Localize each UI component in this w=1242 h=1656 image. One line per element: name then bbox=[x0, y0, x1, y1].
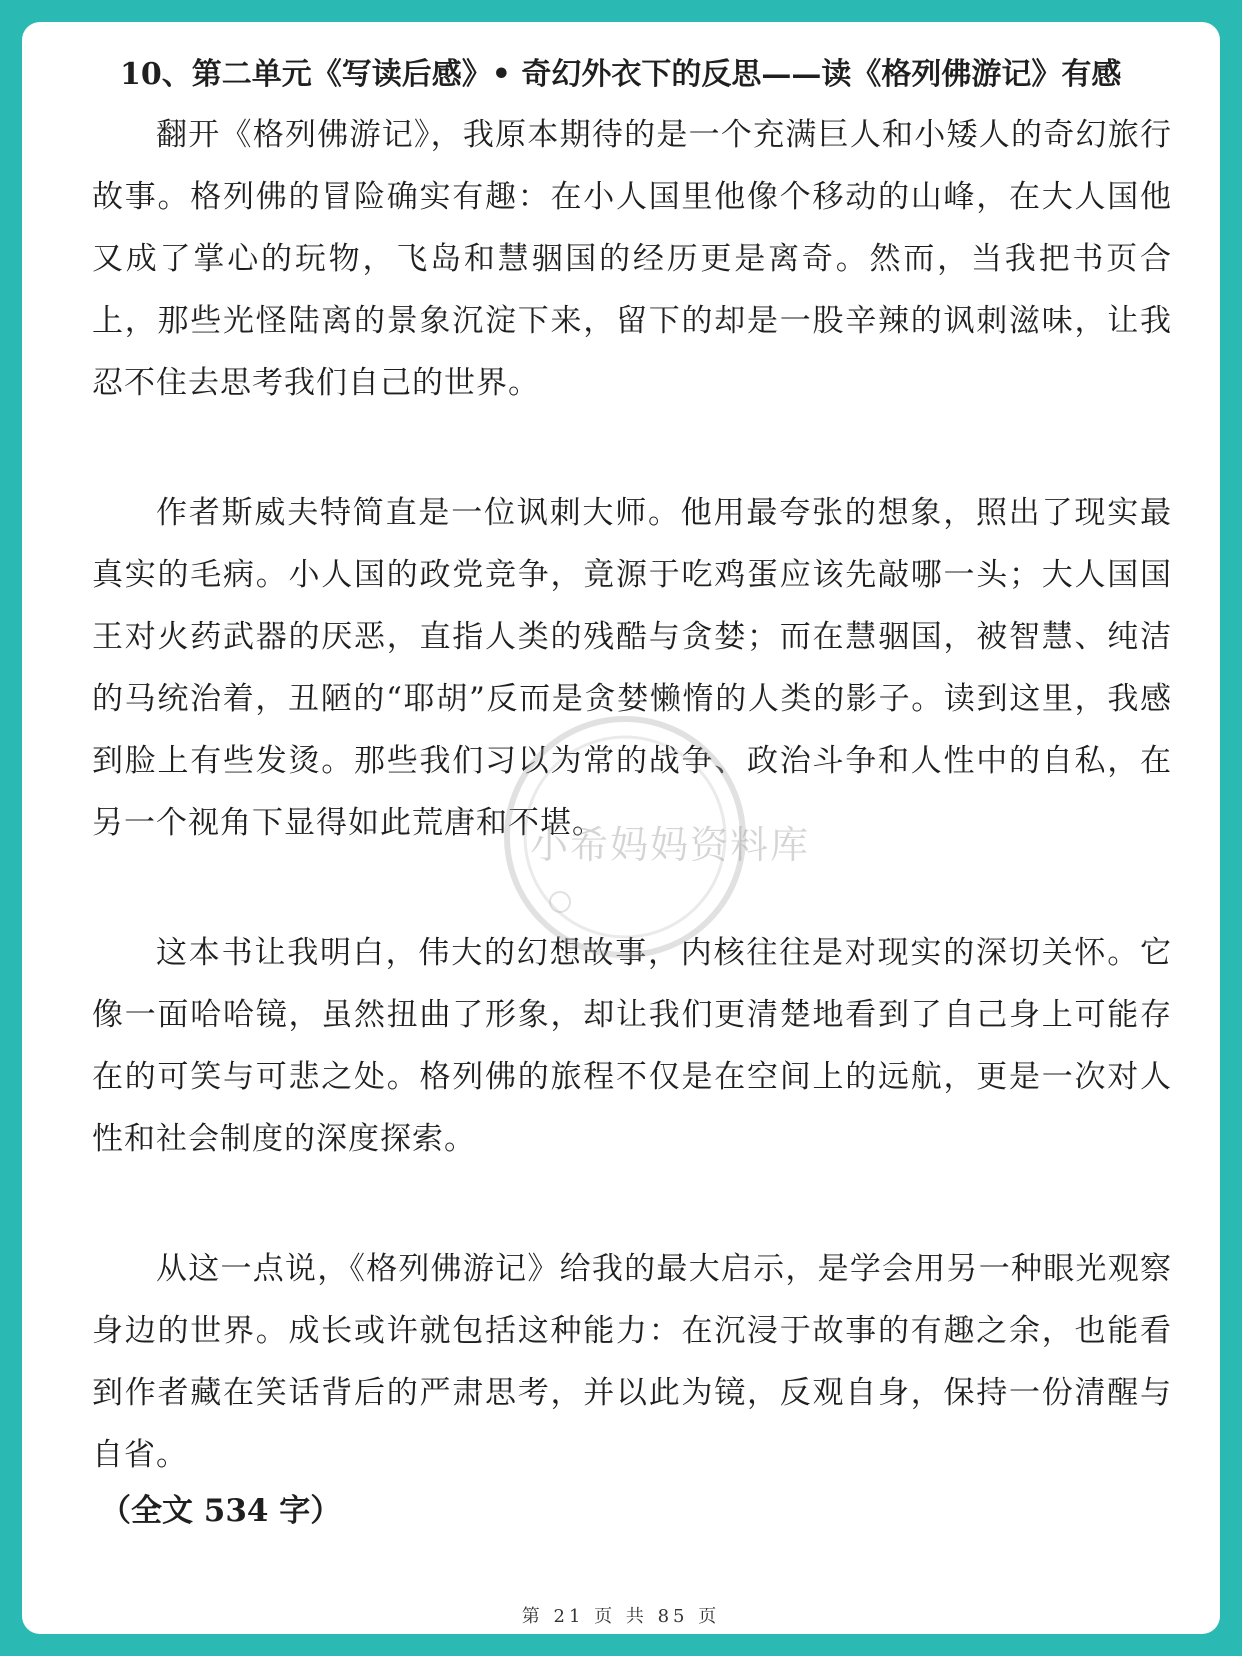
page-number: 第 21 页 共 85 页 bbox=[521, 1606, 721, 1627]
document-body bbox=[92, 52, 1172, 1536]
paragraph-gap bbox=[92, 1170, 1172, 1238]
word-count: （全文 534 字） bbox=[100, 1493, 342, 1529]
paragraph-gap bbox=[92, 414, 1172, 482]
document-title: 10、第二单元《写读后感》• 奇幻外衣下的反思——读《格列佛游记》有感 bbox=[120, 57, 1122, 92]
paragraph-4: 从这一点说，《格列佛游记》给我的最大启示，是学会用另一种眼光观察身边的世界。成长或许就包括这种能力：在沉浸于故事的有趣之余，也能看到作者藏在笑话背后的严肃思考，并以此为镜，反观自身，保持一份清醒与自省。 bbox=[92, 1251, 1172, 1473]
watermark-text: 小希妈妈资料库 bbox=[530, 823, 811, 867]
paragraph-2: 作者斯威夫特简直是一位讽刺大师。他用最夸张的想象，照出了现实最真实的毛病。小人国的政党竞争，竟源于吃鸡蛋应该先敲哪一头；大人国国王对火药武器的厌恶，直指人类的残酷与贪婪；而在慧骃国，被智慧、纯洁的马统治着，丑陋的“耶胡”反而是贪婪懒惰的人类的影子。读到这里，我感到脸上有些发烫。那些我们习以为常的战争、政治斗争和人性中的自私，在另一个视角下显得如此荒唐和不堪。 bbox=[92, 495, 1172, 841]
paragraph-3: 这本书让我明白，伟大的幻想故事，内核往往是对现实的深切关怀。它像一面哈哈镜，虽然扭曲了形象，却让我们更清楚地看到了自己身上可能存在的可笑与可悲之处。格列佛的旅程不仅是在空间上的远航，更是一次对人性和社会制度的深度探索。 bbox=[92, 935, 1172, 1157]
document-page bbox=[22, 22, 1220, 1634]
paragraph-gap bbox=[92, 854, 1172, 922]
paragraph-1: 翻开《格列佛游记》，我原本期待的是一个充满巨人和小矮人的奇幻旅行故事。格列佛的冒险确实有趣：在小人国里他像个移动的山峰，在大人国他又成了掌心的玩物，飞岛和慧骃国的经历更是离奇。然而，当我把书页合上，那些光怪陆离的景象沉淀下来，留下的却是一股辛辣的讽刺滋味，让我忍不住去思考我们自己的世界。 bbox=[92, 117, 1172, 401]
